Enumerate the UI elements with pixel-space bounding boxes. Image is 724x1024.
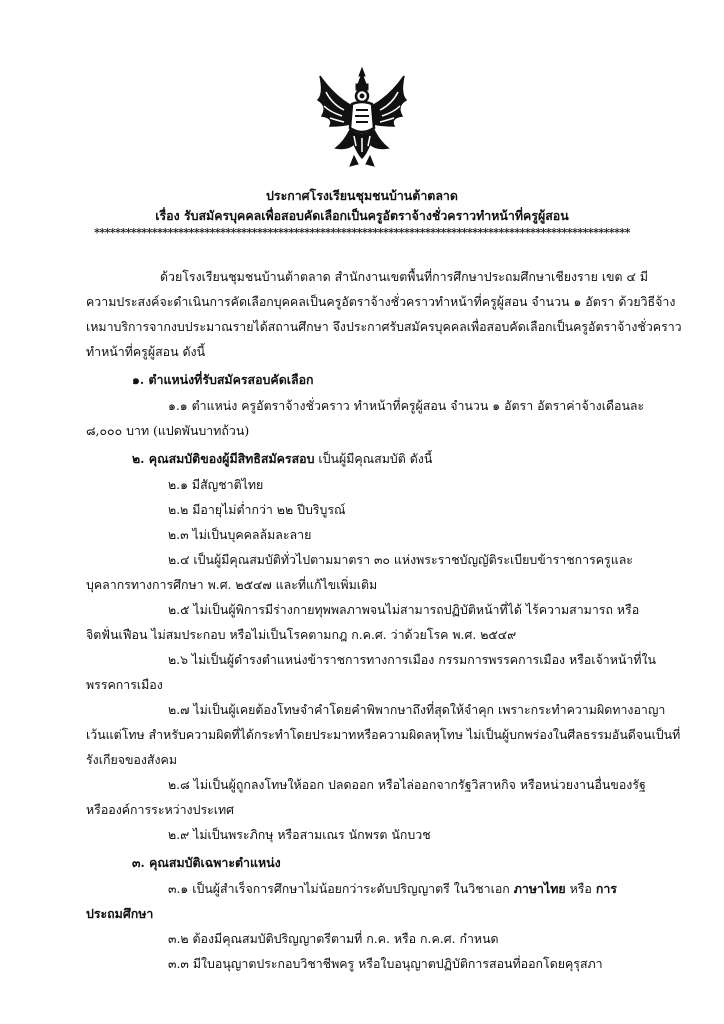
intro-line: ทำหน้าที่ครูผู้สอน ดังนี้ [86, 344, 206, 359]
intro-line: ด้วยโรงเรียนชุมชนบ้านต้าตลาด สำนักงานเขตพื้นที่การศึกษาประถมศึกษาเชียงราย เขต ๔ มี [160, 269, 648, 284]
intro-line: ความประสงค์จะดำเนินการคัดเลือกบุคคลเป็นครูอัตราจ้างชั่วคราวทำหน้าที่ครูผู้สอน จำนวน ๑ อัตรา ด้วยวิธีจ้าง [86, 294, 676, 309]
garuda-emblem-icon [314, 66, 410, 170]
section-heading-label: ๒. คุณสมบัติของผู้มีสิทธิสมัครสอบ [132, 451, 315, 466]
list-item: ประถมศึกษา [86, 906, 154, 921]
list-item: ๒.๘ ไม่เป็นผู้ถูกลงโทษให้ออก ปลดออก หรือไล่ออกจากรัฐวิสาหกิจ หรือหน่วยงานอื่นของรัฐ [168, 777, 646, 792]
separator-line: ****************************************************************************************************** [94, 226, 630, 239]
section-heading: ๑. ตำแหน่งที่รับสมัครสอบคัดเลือก [132, 372, 314, 387]
list-item: ๒.๒ มีอายุไม่ต่ำกว่า ๒๒ ปีบริบูรณ์ [168, 502, 346, 517]
section-heading [132, 451, 432, 467]
list-item: ๒.๙ ไม่เป็นพระภิกษุ หรือสามเณร นักพรต นักบวช [168, 827, 431, 842]
list-item: ๑.๑ ตำแหน่ง ครูอัตราจ้างชั่วคราว ทำหน้าที่ครูผู้สอน จำนวน ๑ อัตรา อัตราค่าจ้างเดือนละ [168, 398, 645, 413]
list-item: เว้นแต่โทษ สำหรับความผิดที่ได้กระทำโดยประมาทหรือความผิดลหุโทษ ไม่เป็นผู้บกพร่องในศีลธรรมอันดีจนเป็นที่ [86, 727, 681, 742]
intro-line: เหมาบริการจากงบประมาณรายได้สถานศึกษา จึงประกาศรับสมัครบุคคลเพื่อสอบคัดเลือกเป็นครูอัตราจ้างชั่วคราว [86, 319, 682, 334]
list-item: หรือองค์การระหว่างประเทศ [86, 802, 235, 817]
list-item: จิตฟั่นเฟือน ไม่สมประกอบ หรือไม่เป็นโรคตามกฎ ก.ค.ศ. ว่าด้วยโรค พ.ศ. ๒๕๔๙ [86, 627, 517, 642]
list-item: รังเกียจของสังคม [86, 752, 177, 767]
list-item: ๒.๔ เป็นผู้มีคุณสมบัติทั่วไปตามมาตรา ๓๐ แห่งพระราชบัญญัติระเบียบข้าราชการครูและ [168, 552, 633, 567]
list-item: บุคลากรทางการศึกษา พ.ศ. ๒๕๔๗ และที่แก้ไขเพิ่มเติม [86, 577, 378, 592]
section-heading-suffix: เป็นผู้มีคุณสมบัติ ดังนี้ [314, 451, 433, 466]
list-item: ๒.๖ ไม่เป็นผู้ดำรงตำแหน่งข้าราชการทางการเมือง กรรมการพรรคการเมือง หรือเจ้าหน้าที่ใน [168, 652, 657, 667]
announcement-subject: เรื่อง รับสมัครบุคคลเพื่อสอบคัดเลือกเป็นครูอัตราจ้างชั่วคราวทำหน้าที่ครูผู้สอน [155, 208, 569, 223]
announcement-title: ประกาศโรงเรียนชุมชนบ้านต้าตลาด [266, 188, 458, 203]
item-text: ๓.๑ เป็นผู้สำเร็จการศึกษาไม่น้อยกว่าระดับปริญญาตรี ในวิชาเอก [168, 881, 514, 896]
section-heading: ๓. คุณสมบัติเฉพาะตำแหน่ง [132, 855, 281, 870]
list-item: พรรคการเมือง [86, 677, 163, 692]
list-item: ๘,๐๐๐ บาท (แปดพันบาทถ้วน) [86, 423, 250, 438]
list-item [168, 881, 617, 897]
list-item: ๓.๓ มีใบอนุญาตประกอบวิชาชีพครู หรือใบอนุญาตปฏิบัติการสอนที่ออกโดยคุรุสภา [168, 956, 603, 971]
list-item: ๒.๑ มีสัญชาติไทย [168, 477, 264, 492]
list-item: ๒.๗ ไม่เป็นผู้เคยต้องโทษจำคำโดยคำพิพากษาถึงที่สุดให้จำคุก เพราะกระทำความผิดทางอาญา [168, 702, 666, 717]
item-text: หรือ [565, 881, 596, 896]
list-item: ๓.๒ ต้องมีคุณสมบัติปริญญาตรีตามที่ ก.ค. หรือ ก.ค.ศ. กำหนด [168, 931, 499, 946]
list-item: ๒.๓ ไม่เป็นบุคคลล้มละลาย [168, 527, 312, 542]
item-emphasis: ภาษาไทย [513, 881, 566, 896]
item-emphasis: การ [595, 881, 617, 896]
list-item: ๒.๕ ไม่เป็นผู้พิการมีร่างกายทุพพลภาพจนไม่สามารถปฏิบัติหน้าที่ได้ ไร้ความสามารถ หรือ [168, 602, 640, 617]
